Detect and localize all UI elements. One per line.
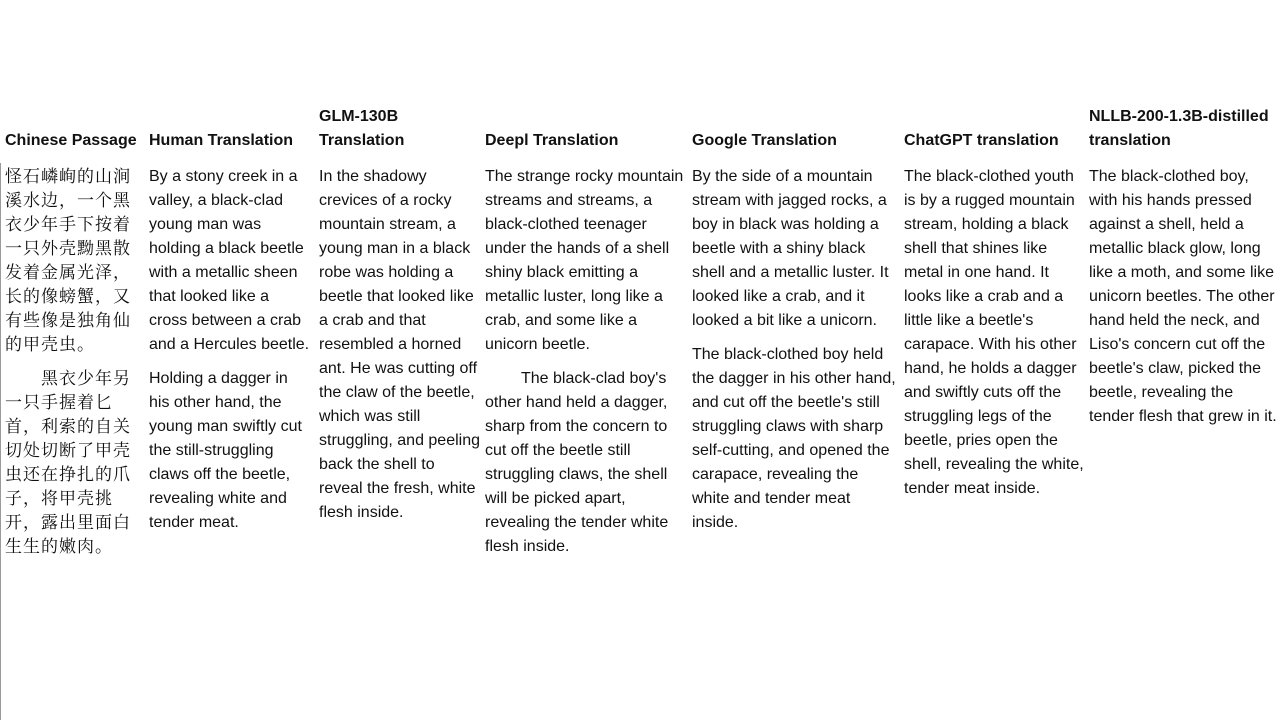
header-chinese-passage: Chinese Passage [5,132,137,149]
google-paragraph-1: By the side of a mountain stream with jagged rocks, a boy in black was holding a beetle with a shiny black shell and a metallic luster. It looked like a crab, and it looked a bit like a unicorn. [692,168,889,329]
glm-translation-text [319,165,481,535]
header-human-translation: Human Translation [149,132,294,149]
header-nllb-translation: NLLB-200-1.3B-distilled translation [1089,108,1269,149]
chatgpt-paragraph-1: The black-clothed youth is by a rugged mountain stream, holding a black shell that shines like metal in one hand. It looks like a crab and a little like a beetle's carapace. With his other hand, he holds a dagger and swiftly cuts off the struggling legs of the beetle, pries open the shell, revealing the white, tender meat inside. [904,168,1084,497]
header-deepl-translation: Deepl Translation [485,132,619,149]
human-paragraph-1: By a stony creek in a valley, a black-clad young man was holding a black beetle with a metallic sheen that looked like a cross between a crab and a Hercules beetle. [149,168,310,353]
human-paragraph-2: Holding a dagger in his other hand, the young man swiftly cut the still-struggling claws off the beetle, revealing white and tender meat. [149,370,302,531]
google-translation-text [692,165,898,545]
chatgpt-translation-text [904,165,1084,511]
header-chatgpt-translation: ChatGPT translation [904,132,1059,149]
nllb-paragraph-1: The black-clothed boy, with his hands pressed against a shell, held a metallic black glow, long like a moth, and some like unicorn beetles. The other hand held the neck, and Liso's concern cut off the beetle's claw, picked the beetle, revealing the tender flesh that grew in it. [1089,168,1277,425]
chinese-paragraph-1: 怪石嶙峋的山涧溪水边，一个黑衣少年手下按着一只外壳黝黑散发着金属光泽，长的像螃蟹，又有些像是独角仙的甲壳虫。 [5,167,131,355]
header-glm-translation: GLM-130B Translation [319,108,405,149]
human-translation-text [149,165,311,545]
header-google-translation: Google Translation [692,132,837,149]
deepl-paragraph-1: The strange rocky mountain streams and streams, a black-clothed teenager under the hands of a shell shiny black emitting a metallic luster, long like a crab, and some like a unicorn beetle. [485,168,684,353]
deepl-paragraph-2: The black-clad boy's other hand held a dagger, sharp from the concern to cut off the beetle still struggling claws, the shell will be picked apart, revealing the tender white flesh inside. [485,370,669,555]
left-border-line [0,163,1,720]
deepl-translation-text [485,165,687,569]
chinese-passage-text [5,165,141,569]
glm-paragraph-1: In the shadowy crevices of a rocky mountain stream, a young man in a black robe was holding a beetle that looked like a crab and that resembled a horned ant. He was cutting off the claw of the beetle, which was still struggling, and peeling back the shell to reveal the fresh, white flesh inside. [319,168,481,521]
google-paragraph-2: The black-clothed boy held the dagger in his other hand, and cut off the beetle's still struggling claws with sharp self-cutting, and opened the carapace, revealing the white and tender meat inside. [692,346,896,531]
chinese-paragraph-2: 黑衣少年另一只手握着匕首，利索的自关切处切断了甲壳虫还在挣扎的爪子，将甲壳挑开，露出里面白生生的嫩肉。 [5,369,131,557]
nllb-translation-text [1089,165,1277,439]
